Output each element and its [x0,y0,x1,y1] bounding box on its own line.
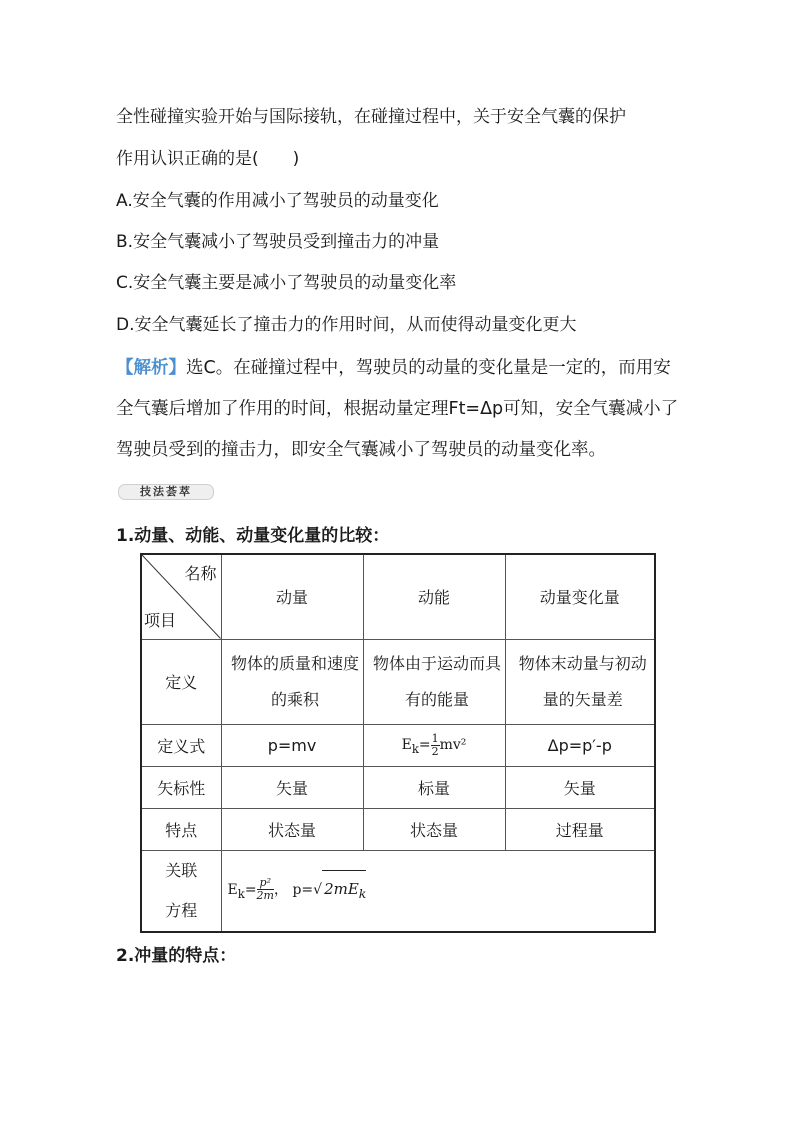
table-cell: p=mv [221,724,363,766]
table-cell: Δp=p′-p [505,724,655,766]
column-header: 动量变化量 [505,554,655,639]
relation-formula: $E_k=$ $\frac{\text{p²}}{2m}$ ， p=√ $2mE_k$ [221,850,655,932]
heading-impulse: 2.冲量的特点： [116,946,237,966]
table-row [141,808,655,850]
option-a: A.安全气囊的作用减小了驾驶员的动量变化 [116,191,439,211]
option-c: C.安全气囊主要是减小了驾驶员的动量变化率 [116,273,457,293]
table-cell: 矢量 [221,766,363,808]
table-header-row [141,554,655,639]
question-line-1: 全性碰撞实验开始与国际接轨，在碰撞过程中，关于安全气囊的保护 [116,107,626,127]
column-header: 动量 [221,554,363,639]
table-row [141,724,655,766]
table-cell: 物体末动量与初动量的矢量差 [505,639,655,724]
table-cell-ke-formula: $E_k=$ $\frac{1}{2}$ mv² [363,724,505,766]
heading-comparison: 1.动量、动能、动量变化量的比较： [116,526,390,546]
analysis-text: 选C。在碰撞过程中，驾驶员的动量的变化量是一定的，而用安全气囊后增加了作用的时间，根据动量定理Ft=Δp可知，安全气囊减小了驾驶员受到的撞击力，即安全气囊减小了驾驶员的动量变化率。 [116,358,679,460]
option-d: D.安全气囊延长了撞击力的作用时间，从而使得动量变化更大 [116,315,577,335]
section-badge: 技法荟萃 [118,484,214,500]
comparison-table [140,553,656,933]
row-label-relation: 关联 方程 [141,850,221,932]
table-row [141,639,655,724]
table-cell: 过程量 [505,808,655,850]
analysis-tag: 【解析】 [116,358,186,378]
table-cell: 矢量 [505,766,655,808]
analysis-paragraph [116,348,686,471]
table-cell: 物体由于运动而具有的能量 [363,639,505,724]
corner-cell [141,554,221,639]
row-label: 定义式 [141,724,221,766]
table-cell: 物体的质量和速度的乘积 [221,639,363,724]
question-line-2: 作用认识正确的是( ) [116,149,300,169]
corner-top-label: 名称 [184,564,217,583]
row-label: 定义 [141,639,221,724]
table-cell: 标量 [363,766,505,808]
table-row [141,766,655,808]
table-cell: 状态量 [221,808,363,850]
corner-bottom-label: 项目 [144,610,177,630]
column-header: 动能 [363,554,505,639]
row-label: 矢标性 [141,766,221,808]
table-cell: 状态量 [363,808,505,850]
row-label: 特点 [141,808,221,850]
table-row-relation [141,850,655,932]
option-b: B.安全气囊减小了驾驶员受到撞击力的冲量 [116,232,440,252]
